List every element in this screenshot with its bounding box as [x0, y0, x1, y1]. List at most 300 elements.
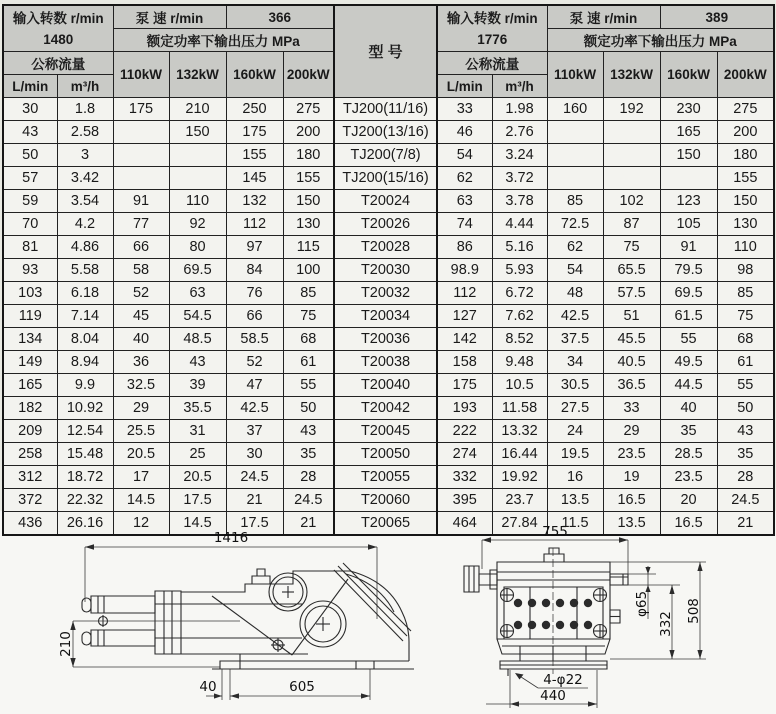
- cell-132kw-right: 19: [603, 466, 660, 489]
- cell-m3h-left: 9.9: [57, 374, 113, 397]
- cell-200kw-right: 50: [717, 397, 774, 420]
- cell-m3h-right: 2.76: [492, 121, 547, 144]
- cell-110kw-right: 19.5: [547, 443, 603, 466]
- cell-110kw-right: 37.5: [547, 328, 603, 351]
- table-row: [3, 167, 774, 190]
- cell-200kw-right: 43: [717, 420, 774, 443]
- dim-label-1416: 1416: [213, 530, 249, 546]
- cell-m3h-right: 6.72: [492, 282, 547, 305]
- cell-m3h-left: 8.94: [57, 351, 113, 374]
- cell-132kw-left: 80: [169, 236, 226, 259]
- cell-m3h-left: 3.54: [57, 190, 113, 213]
- cell-200kw-right: 180: [717, 144, 774, 167]
- cell-lmin-right: 332: [437, 466, 492, 489]
- cell-lmin-right: 63: [437, 190, 492, 213]
- header-pressure-right: 额定功率下输出压力 MPa: [547, 29, 774, 52]
- cell-200kw-right: 130: [717, 213, 774, 236]
- cell-lmin-left: 59: [3, 190, 57, 213]
- cell-160kw-right: 55: [660, 328, 717, 351]
- cell-200kw-left: 75: [283, 305, 334, 328]
- cell-160kw-right: 230: [660, 98, 717, 121]
- cell-lmin-right: 464: [437, 512, 492, 536]
- cell-132kw-right: 102: [603, 190, 660, 213]
- cell-132kw-right: 16.5: [603, 489, 660, 512]
- input-speed-label-left: 输入转数 r/min: [12, 10, 104, 26]
- cell-lmin-right: 54: [437, 144, 492, 167]
- cell-m3h-right: 9.48: [492, 351, 547, 374]
- cell-200kw-right: 155: [717, 167, 774, 190]
- header-132kw-right: 132kW: [603, 52, 660, 98]
- cell-132kw-right: [603, 121, 660, 144]
- pump-spec-table: [2, 4, 775, 536]
- cell-110kw-left: [113, 167, 169, 190]
- cell-110kw-right: 11.5: [547, 512, 603, 536]
- cell-model: T20042: [334, 397, 437, 420]
- header-flow-right: 公称流量: [437, 52, 547, 75]
- header-200kw-left: 200kW: [283, 52, 334, 98]
- table-row: [3, 328, 774, 351]
- dim-label-440: 440: [540, 688, 566, 704]
- cell-lmin-right: 33: [437, 98, 492, 121]
- table-row: [3, 213, 774, 236]
- cell-160kw-right: 165: [660, 121, 717, 144]
- cell-160kw-left: 145: [226, 167, 283, 190]
- table-row: [3, 397, 774, 420]
- cell-132kw-right: 40.5: [603, 351, 660, 374]
- cell-110kw-right: [547, 121, 603, 144]
- cell-lmin-right: 74: [437, 213, 492, 236]
- cell-160kw-left: 17.5: [226, 512, 283, 536]
- cell-110kw-right: 72.5: [547, 213, 603, 236]
- cell-model: T20030: [334, 259, 437, 282]
- header-unit-lmin-right: L/min: [437, 75, 492, 98]
- header-unit-lmin-left: L/min: [3, 75, 57, 98]
- cell-160kw-left: 42.5: [226, 397, 283, 420]
- cell-lmin-right: 127: [437, 305, 492, 328]
- cell-160kw-right: 23.5: [660, 466, 717, 489]
- cell-132kw-right: [603, 167, 660, 190]
- cell-132kw-left: 92: [169, 213, 226, 236]
- cell-132kw-left: 110: [169, 190, 226, 213]
- header-pump-speed-label-left: 泵 速 r/min: [113, 5, 226, 29]
- cell-lmin-right: 395: [437, 489, 492, 512]
- cell-lmin-right: 86: [437, 236, 492, 259]
- cell-model: T20065: [334, 512, 437, 536]
- cell-160kw-left: 175: [226, 121, 283, 144]
- cell-132kw-left: 25: [169, 443, 226, 466]
- cell-model: TJ200(11/16): [334, 98, 437, 121]
- table-row: [3, 282, 774, 305]
- cell-200kw-right: 28: [717, 466, 774, 489]
- cell-lmin-left: 50: [3, 144, 57, 167]
- cell-160kw-right: 123: [660, 190, 717, 213]
- cell-m3h-left: 6.18: [57, 282, 113, 305]
- cell-200kw-right: 35: [717, 443, 774, 466]
- cell-160kw-right: 150: [660, 144, 717, 167]
- table-row: [3, 489, 774, 512]
- cell-200kw-right: 150: [717, 190, 774, 213]
- cell-model: T20050: [334, 443, 437, 466]
- dim-label-40: 40: [199, 679, 217, 695]
- table-row: [3, 121, 774, 144]
- cell-132kw-right: 23.5: [603, 443, 660, 466]
- cell-lmin-left: 119: [3, 305, 57, 328]
- cell-132kw-left: 150: [169, 121, 226, 144]
- cell-model: T20040: [334, 374, 437, 397]
- cell-200kw-left: 180: [283, 144, 334, 167]
- input-speed-label-right: 输入转数 r/min: [446, 10, 538, 26]
- table-row: [3, 190, 774, 213]
- cell-m3h-left: 4.86: [57, 236, 113, 259]
- cell-200kw-left: 115: [283, 236, 334, 259]
- cell-200kw-right: 110: [717, 236, 774, 259]
- cell-132kw-left: 39: [169, 374, 226, 397]
- header-pump-speed-value-right: 389: [660, 5, 774, 29]
- cell-132kw-right: [603, 144, 660, 167]
- header-input-speed-right: [437, 5, 547, 52]
- cell-m3h-left: 10.92: [57, 397, 113, 420]
- cell-132kw-right: 87: [603, 213, 660, 236]
- cell-200kw-left: 68: [283, 328, 334, 351]
- cell-200kw-left: 200: [283, 121, 334, 144]
- cell-model: T20026: [334, 213, 437, 236]
- cell-160kw-right: 91: [660, 236, 717, 259]
- cell-160kw-left: 21: [226, 489, 283, 512]
- cell-160kw-left: 112: [226, 213, 283, 236]
- cell-m3h-right: 4.44: [492, 213, 547, 236]
- table-row: [3, 351, 774, 374]
- cell-110kw-right: 27.5: [547, 397, 603, 420]
- cell-200kw-right: 55: [717, 374, 774, 397]
- cell-200kw-left: 21: [283, 512, 334, 536]
- cell-132kw-left: 35.5: [169, 397, 226, 420]
- side-view-drawing: [40, 524, 432, 714]
- cell-132kw-right: 192: [603, 98, 660, 121]
- table-row: [3, 420, 774, 443]
- cell-110kw-left: 20.5: [113, 443, 169, 466]
- cell-160kw-left: 84: [226, 259, 283, 282]
- cell-132kw-left: [169, 167, 226, 190]
- cell-132kw-left: 20.5: [169, 466, 226, 489]
- cell-lmin-left: 165: [3, 374, 57, 397]
- cell-lmin-right: 98.9: [437, 259, 492, 282]
- cell-200kw-right: 98: [717, 259, 774, 282]
- cell-110kw-left: [113, 121, 169, 144]
- end-view-body: [464, 548, 628, 676]
- cell-lmin-right: 62: [437, 167, 492, 190]
- end-view-dim-width: [482, 524, 628, 576]
- cell-model: T20034: [334, 305, 437, 328]
- side-view-body: [82, 563, 414, 669]
- cell-m3h-right: 27.84: [492, 512, 547, 536]
- cell-200kw-left: 130: [283, 213, 334, 236]
- side-view-dim-height: [58, 621, 240, 667]
- cell-model: T20055: [334, 466, 437, 489]
- cell-lmin-right: 175: [437, 374, 492, 397]
- cell-m3h-left: 22.32: [57, 489, 113, 512]
- table-row: [3, 466, 774, 489]
- cell-200kw-left: 275: [283, 98, 334, 121]
- cell-110kw-right: 160: [547, 98, 603, 121]
- cell-160kw-right: 49.5: [660, 351, 717, 374]
- table-row: [3, 374, 774, 397]
- cell-model: T20038: [334, 351, 437, 374]
- cell-132kw-left: 31: [169, 420, 226, 443]
- cell-lmin-right: 274: [437, 443, 492, 466]
- cell-200kw-left: 85: [283, 282, 334, 305]
- cell-m3h-right: 13.32: [492, 420, 547, 443]
- cell-160kw-left: 37: [226, 420, 283, 443]
- cell-model: T20028: [334, 236, 437, 259]
- cell-160kw-left: 30: [226, 443, 283, 466]
- cell-200kw-right: 68: [717, 328, 774, 351]
- cell-160kw-right: [660, 167, 717, 190]
- cell-132kw-right: 57.5: [603, 282, 660, 305]
- header-160kw-right: 160kW: [660, 52, 717, 98]
- cell-200kw-left: 35: [283, 443, 334, 466]
- cell-200kw-left: 50: [283, 397, 334, 420]
- cell-160kw-left: 52: [226, 351, 283, 374]
- cell-lmin-right: 46: [437, 121, 492, 144]
- cell-132kw-left: 48.5: [169, 328, 226, 351]
- table-row: [3, 305, 774, 328]
- cell-132kw-right: 65.5: [603, 259, 660, 282]
- cell-lmin-right: 193: [437, 397, 492, 420]
- dim-label-4phi22: 4-φ22: [543, 672, 583, 688]
- header-input-speed-left: [3, 5, 113, 52]
- cell-m3h-left: 26.16: [57, 512, 113, 536]
- cell-160kw-left: 66: [226, 305, 283, 328]
- cell-m3h-left: 7.14: [57, 305, 113, 328]
- cell-132kw-left: 210: [169, 98, 226, 121]
- cell-m3h-left: 18.72: [57, 466, 113, 489]
- cell-model: T20060: [334, 489, 437, 512]
- cell-160kw-left: 250: [226, 98, 283, 121]
- cell-110kw-right: [547, 167, 603, 190]
- cell-110kw-right: 42.5: [547, 305, 603, 328]
- header-unit-m3h-left: m³/h: [57, 75, 113, 98]
- cell-110kw-right: 24: [547, 420, 603, 443]
- cell-110kw-left: 52: [113, 282, 169, 305]
- cell-160kw-left: 97: [226, 236, 283, 259]
- side-view-dim-length: [85, 530, 377, 619]
- cell-model: TJ200(7/8): [334, 144, 437, 167]
- cell-132kw-right: 75: [603, 236, 660, 259]
- cell-m3h-left: 15.48: [57, 443, 113, 466]
- cell-lmin-left: 149: [3, 351, 57, 374]
- cell-160kw-left: 58.5: [226, 328, 283, 351]
- header-pressure-left: 额定功率下输出压力 MPa: [113, 29, 334, 52]
- cell-lmin-left: 43: [3, 121, 57, 144]
- header-pump-speed-label-right: 泵 速 r/min: [547, 5, 660, 29]
- header-200kw-right: 200kW: [717, 52, 774, 98]
- cell-200kw-left: 24.5: [283, 489, 334, 512]
- cell-m3h-left: 3.42: [57, 167, 113, 190]
- table-row: [3, 98, 774, 121]
- cell-lmin-left: 436: [3, 512, 57, 536]
- cell-110kw-right: 54: [547, 259, 603, 282]
- cell-110kw-left: 12: [113, 512, 169, 536]
- cell-m3h-left: 8.04: [57, 328, 113, 351]
- cell-m3h-right: 10.5: [492, 374, 547, 397]
- cell-132kw-left: [169, 144, 226, 167]
- cell-m3h-left: 2.58: [57, 121, 113, 144]
- cell-lmin-left: 209: [3, 420, 57, 443]
- dim-label-605: 605: [289, 679, 315, 695]
- cell-m3h-right: 3.78: [492, 190, 547, 213]
- cell-m3h-left: 4.2: [57, 213, 113, 236]
- cell-lmin-right: 142: [437, 328, 492, 351]
- cell-m3h-right: 1.98: [492, 98, 547, 121]
- cell-132kw-right: 29: [603, 420, 660, 443]
- header-pump-speed-value-left: 366: [226, 5, 334, 29]
- cell-m3h-left: 3: [57, 144, 113, 167]
- cell-model: T20024: [334, 190, 437, 213]
- table-row: [3, 236, 774, 259]
- cell-110kw-left: 32.5: [113, 374, 169, 397]
- table-row: [3, 144, 774, 167]
- cell-lmin-right: 112: [437, 282, 492, 305]
- cell-m3h-right: 7.62: [492, 305, 547, 328]
- cell-lmin-left: 182: [3, 397, 57, 420]
- cell-110kw-left: 77: [113, 213, 169, 236]
- header-110kw-right: 110kW: [547, 52, 603, 98]
- cell-200kw-right: 24.5: [717, 489, 774, 512]
- cell-200kw-right: 85: [717, 282, 774, 305]
- cell-m3h-right: 11.58: [492, 397, 547, 420]
- cell-110kw-left: 14.5: [113, 489, 169, 512]
- cell-160kw-left: 47: [226, 374, 283, 397]
- cell-110kw-left: 58: [113, 259, 169, 282]
- cell-132kw-right: 45.5: [603, 328, 660, 351]
- cell-110kw-right: 16: [547, 466, 603, 489]
- cell-m3h-left: 1.8: [57, 98, 113, 121]
- side-view-dim-feet: [199, 669, 370, 700]
- cell-m3h-right: 16.44: [492, 443, 547, 466]
- cell-m3h-left: 5.58: [57, 259, 113, 282]
- cell-lmin-right: 158: [437, 351, 492, 374]
- table-row: [3, 443, 774, 466]
- end-view-drawing: [460, 524, 776, 714]
- cell-200kw-right: 275: [717, 98, 774, 121]
- cell-110kw-right: [547, 144, 603, 167]
- header-model: 型 号: [334, 5, 437, 98]
- cell-200kw-left: 150: [283, 190, 334, 213]
- cell-lmin-right: 222: [437, 420, 492, 443]
- cell-160kw-left: 76: [226, 282, 283, 305]
- header-110kw-left: 110kW: [113, 52, 169, 98]
- cell-200kw-right: 61: [717, 351, 774, 374]
- cell-160kw-right: 61.5: [660, 305, 717, 328]
- cell-132kw-left: 63: [169, 282, 226, 305]
- cell-m3h-left: 12.54: [57, 420, 113, 443]
- cell-110kw-left: 91: [113, 190, 169, 213]
- cell-model: T20045: [334, 420, 437, 443]
- table-body: [3, 98, 774, 536]
- cell-160kw-right: 16.5: [660, 512, 717, 536]
- cell-110kw-right: 85: [547, 190, 603, 213]
- cell-lmin-left: 134: [3, 328, 57, 351]
- dim-label-332: 332: [658, 611, 674, 637]
- cell-110kw-right: 48: [547, 282, 603, 305]
- input-speed-value-left: 1480: [43, 31, 74, 47]
- header-160kw-left: 160kW: [226, 52, 283, 98]
- cell-m3h-right: 23.7: [492, 489, 547, 512]
- cell-132kw-left: 17.5: [169, 489, 226, 512]
- cell-model: T20032: [334, 282, 437, 305]
- cell-132kw-right: 13.5: [603, 512, 660, 536]
- header-row-1: [3, 5, 774, 29]
- cell-200kw-left: 100: [283, 259, 334, 282]
- cell-110kw-right: 30.5: [547, 374, 603, 397]
- cell-110kw-left: 17: [113, 466, 169, 489]
- cell-110kw-left: 29: [113, 397, 169, 420]
- cell-160kw-right: 35: [660, 420, 717, 443]
- cell-132kw-right: 51: [603, 305, 660, 328]
- cell-132kw-right: 33: [603, 397, 660, 420]
- cell-lmin-left: 30: [3, 98, 57, 121]
- table-row: [3, 259, 774, 282]
- cell-lmin-left: 81: [3, 236, 57, 259]
- cell-110kw-left: 175: [113, 98, 169, 121]
- cell-110kw-left: 36: [113, 351, 169, 374]
- cell-110kw-left: 25.5: [113, 420, 169, 443]
- cell-200kw-right: 75: [717, 305, 774, 328]
- cell-132kw-left: 69.5: [169, 259, 226, 282]
- dim-label-phi65: φ65: [634, 590, 650, 618]
- cell-160kw-right: 79.5: [660, 259, 717, 282]
- cell-110kw-right: 34: [547, 351, 603, 374]
- dim-label-210: 210: [58, 631, 74, 657]
- cell-m3h-right: 19.92: [492, 466, 547, 489]
- cell-m3h-right: 5.93: [492, 259, 547, 282]
- end-view-dims-bottom: [486, 670, 597, 708]
- cell-200kw-left: 155: [283, 167, 334, 190]
- cell-m3h-right: 8.52: [492, 328, 547, 351]
- dim-label-508: 508: [686, 598, 702, 624]
- input-speed-value-right: 1776: [477, 31, 508, 47]
- cell-lmin-left: 57: [3, 167, 57, 190]
- cell-lmin-left: 258: [3, 443, 57, 466]
- header-unit-m3h-right: m³/h: [492, 75, 547, 98]
- cell-160kw-left: 24.5: [226, 466, 283, 489]
- cell-lmin-left: 93: [3, 259, 57, 282]
- cell-model: TJ200(15/16): [334, 167, 437, 190]
- cell-132kw-left: 14.5: [169, 512, 226, 536]
- cell-200kw-right: 21: [717, 512, 774, 536]
- cell-132kw-right: 36.5: [603, 374, 660, 397]
- cell-160kw-right: 28.5: [660, 443, 717, 466]
- cell-m3h-right: 5.16: [492, 236, 547, 259]
- cell-lmin-left: 70: [3, 213, 57, 236]
- cell-110kw-left: 66: [113, 236, 169, 259]
- cell-160kw-left: 155: [226, 144, 283, 167]
- cell-110kw-right: 13.5: [547, 489, 603, 512]
- cell-160kw-right: 69.5: [660, 282, 717, 305]
- cell-132kw-left: 43: [169, 351, 226, 374]
- cell-160kw-right: 40: [660, 397, 717, 420]
- cell-200kw-left: 55: [283, 374, 334, 397]
- cell-m3h-right: 3.24: [492, 144, 547, 167]
- cell-lmin-left: 103: [3, 282, 57, 305]
- dim-label-755: 755: [542, 524, 568, 540]
- cell-model: TJ200(13/16): [334, 121, 437, 144]
- cell-model: T20036: [334, 328, 437, 351]
- cell-160kw-right: 20: [660, 489, 717, 512]
- cell-160kw-left: 132: [226, 190, 283, 213]
- cell-200kw-left: 28: [283, 466, 334, 489]
- cell-200kw-left: 43: [283, 420, 334, 443]
